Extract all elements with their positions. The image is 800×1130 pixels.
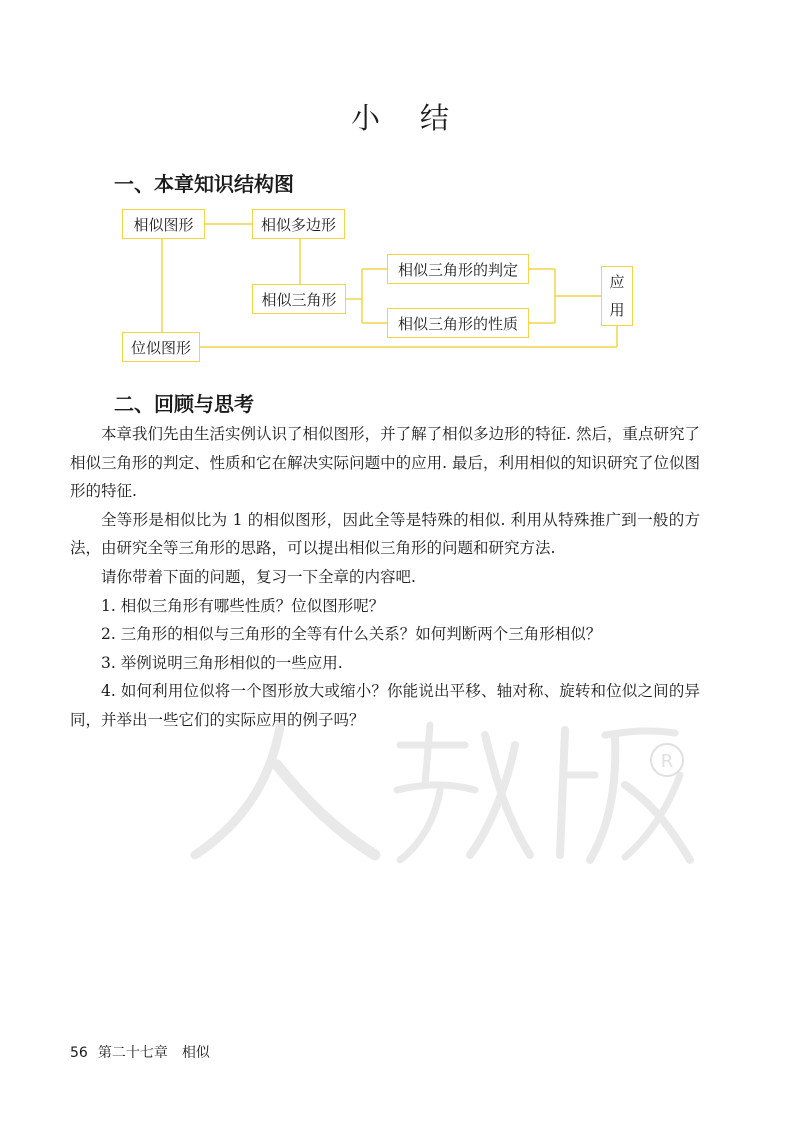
node-application-char-2: 用 — [609, 301, 625, 319]
node-homothetic-figures: 位似图形 — [122, 332, 200, 362]
section-heading-review: 二、回顾与思考 — [114, 392, 254, 416]
page-number: 56 — [70, 1045, 88, 1061]
paragraph-prompt: 请你带着下面的问题，复习一下全章的内容吧. — [101, 567, 416, 586]
question-4: 4. 如何利用位似将一个图形放大或缩小？你能说出平移、轴对称、旋转和位似之间的异同，并举出一些它们的实际应用的例子吗？ — [70, 682, 700, 729]
question-1: 1. 相似三角形有哪些性质？位似图形呢？ — [101, 596, 385, 615]
node-application-char-1: 应 — [609, 273, 625, 291]
page-title-char-2: 结 — [420, 101, 450, 135]
node-similar-polygons: 相似多边形 — [252, 209, 345, 239]
page-footer — [70, 1042, 210, 1062]
chapter-label: 第二十七章 — [97, 1045, 168, 1061]
chapter-title: 相似 — [181, 1045, 210, 1061]
node-application — [601, 266, 633, 326]
question-3: 3. 举例说明三角形相似的一些应用. — [101, 653, 343, 672]
node-similar-triangles: 相似三角形 — [252, 284, 346, 314]
node-triangle-criteria: 相似三角形的判定 — [387, 254, 529, 284]
paragraph-congruence: 全等形是相似比为 1 的相似图形，因此全等是特殊的相似. 利用从特殊推广到一般的方法，由研究全等三角形的思路，可以提出相似三角形的问题和研究方法. — [70, 510, 700, 558]
publisher-watermark-logo — [185, 705, 705, 875]
question-2: 2. 三角形的相似与三角形的全等有什么关系？如何判断两个三角形相似？ — [101, 625, 602, 644]
registered-mark — [651, 744, 683, 776]
review-body — [70, 420, 700, 735]
page-title-char-1: 小 — [350, 101, 380, 135]
paragraph-summary: 本章我们先由生活实例认识了相似图形，并了解了相似多边形的特征. 然后，重点研究了相似三角形的判定、性质和它在解决实际问题中的应用. 最后，利用相似的知识研究了位似图形的特征. — [70, 425, 700, 501]
section-heading-structure: 一、本章知识结构图 — [114, 172, 294, 196]
svg-text:R: R — [660, 751, 674, 772]
node-similar-figures: 相似图形 — [122, 209, 205, 239]
node-triangle-properties: 相似三角形的性质 — [387, 308, 529, 338]
